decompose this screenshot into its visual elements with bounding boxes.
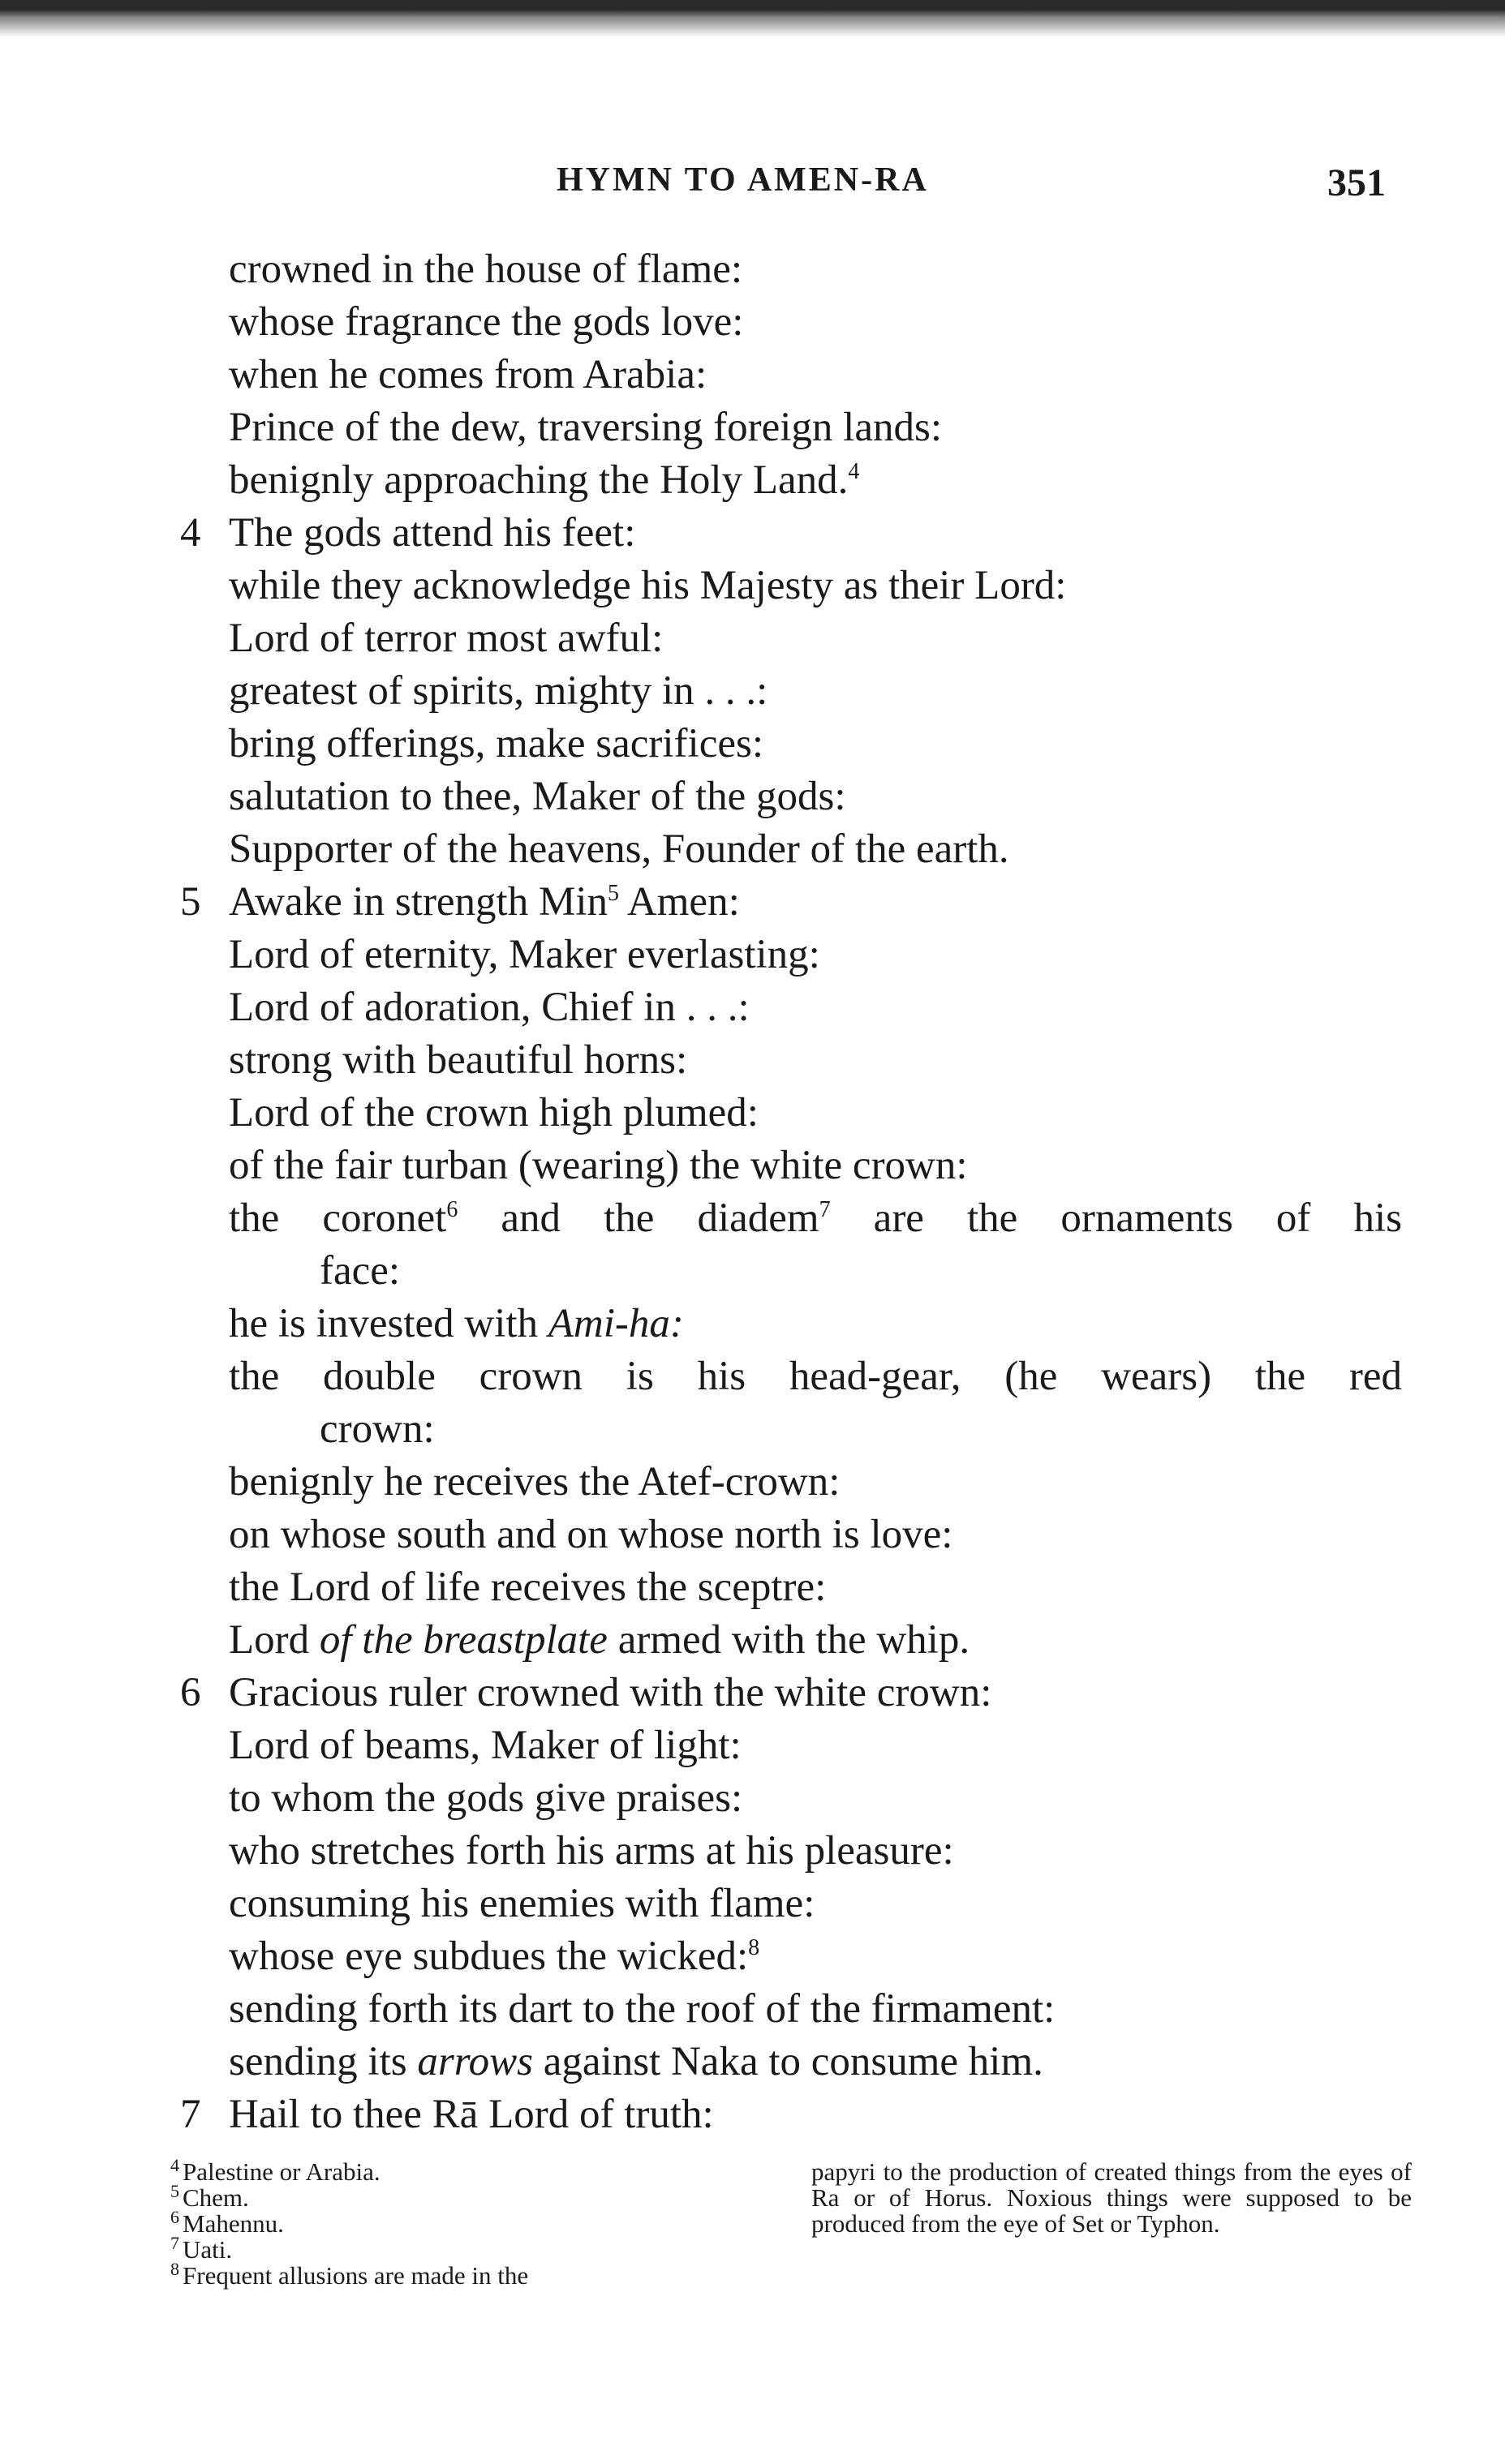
verse-number: 5	[180, 879, 201, 925]
verse-line-text	[229, 1719, 742, 1772]
footnote	[170, 2258, 787, 2290]
footnote-marker: 5	[170, 2180, 179, 2201]
line-text: Lord of terror most awful:	[229, 616, 664, 661]
footnotes-right-column: papyri to the production of created things from the eyes of Ra or of Horus. Noxious things were supposed to be produced from the eye of Set or Typhon.	[811, 2157, 1412, 2238]
verse-number: 6	[180, 1670, 201, 1715]
footnote-marker: 6	[170, 2206, 179, 2227]
verse-line-text	[229, 1561, 826, 1614]
verse-line	[0, 823, 1505, 876]
verse-line	[0, 1245, 1505, 1298]
verse-line-text	[229, 349, 707, 401]
verse-line	[0, 2036, 1505, 2088]
verse-line-text	[229, 296, 743, 349]
verse-line-text	[229, 981, 750, 1034]
line-text: the Lord of life receives the sceptre:	[229, 1565, 827, 1610]
verse-line	[0, 401, 1505, 454]
verse-line-text	[229, 823, 1009, 876]
verse-line	[0, 1034, 1505, 1087]
verse-line	[0, 507, 1505, 560]
footnote-marker: 4	[170, 2154, 179, 2175]
footnote-text: Palestine or Arabia.	[183, 2157, 381, 2186]
footnote-marker: 7	[170, 2232, 179, 2253]
verse-line-text	[229, 1772, 742, 1825]
verse-line	[0, 560, 1505, 612]
line-text: sending forth its dart to the roof of the firmament:	[229, 1986, 1056, 2032]
verse-line	[0, 1087, 1505, 1140]
line-text: greatest of spirits, mighty in . . .:	[229, 668, 768, 714]
line-text: Amen:	[619, 879, 740, 925]
line-text: who stretches forth his arms at his pleasure:	[229, 1828, 954, 1874]
verse-line	[0, 1667, 1505, 1719]
verse-number: 4	[180, 510, 201, 556]
verse-line	[0, 1561, 1505, 1614]
verse-line-text	[229, 560, 1066, 612]
verse-line	[0, 349, 1505, 401]
verse-line-text	[229, 243, 742, 296]
line-text: Hail to thee Rā Lord of truth:	[229, 2092, 714, 2137]
verse-line-text	[229, 1298, 684, 1350]
verse-line-text	[229, 876, 740, 929]
verse-line	[0, 1878, 1505, 1930]
verse-line-text	[320, 1403, 435, 1456]
line-text: salutation to thee, Maker of the gods:	[229, 774, 846, 819]
verse-line	[0, 296, 1505, 349]
verse-line-text	[229, 1614, 970, 1667]
line-text: the coronet	[229, 1196, 447, 1241]
line-text: crown:	[320, 1406, 435, 1452]
footnote	[170, 2154, 787, 2186]
verse-line	[0, 876, 1505, 929]
running-title: HYMN TO AMEN-RA	[557, 161, 929, 199]
verse-line	[0, 1192, 1505, 1245]
verse-line-text	[229, 1878, 815, 1930]
verse-line	[0, 1350, 1505, 1403]
verse-line-text	[229, 2036, 1043, 2088]
verse-line	[0, 243, 1505, 296]
line-text: on whose south and on whose north is love:	[229, 1512, 953, 1557]
verse-line-text	[229, 401, 942, 454]
footnotes-left-column	[170, 2154, 787, 2290]
verse-line	[0, 1614, 1505, 1667]
verse-line-text	[229, 1983, 1055, 2036]
footnote-reference: 8	[748, 1935, 760, 1960]
line-text: Supporter of the heavens, Founder of the earth.	[229, 826, 1009, 872]
verse-line	[0, 1298, 1505, 1350]
verse-line	[0, 718, 1505, 771]
line-text: Lord	[229, 1617, 320, 1663]
verse-line-text	[320, 1245, 400, 1298]
line-text: armed with the whip.	[607, 1617, 970, 1663]
verse-line-text	[229, 1087, 759, 1140]
line-text: consuming his enemies with flame:	[229, 1881, 815, 1926]
verse-line-text	[229, 929, 820, 981]
line-text: strong with beautiful horns:	[229, 1037, 688, 1083]
line-text: crowned in the house of flame:	[229, 247, 743, 292]
scan-top-edge	[0, 0, 1505, 37]
line-text: of the fair turban (wearing) the white crown:	[229, 1143, 968, 1188]
verse-line	[0, 665, 1505, 718]
line-text: the double crown is his head-gear, (he wears) the red	[229, 1354, 1402, 1399]
verse-line	[0, 1509, 1505, 1561]
line-text: whose eye subdues the wicked:	[229, 1934, 749, 1979]
verse-line-text	[229, 1667, 991, 1719]
verse-line	[0, 454, 1505, 507]
footnote-reference: 4	[848, 459, 860, 484]
verse-line	[0, 612, 1505, 665]
line-text: and the diadem	[458, 1196, 819, 1241]
verse-number: 7	[180, 2092, 201, 2137]
verse-line-text	[229, 1509, 952, 1561]
verse-line-text	[229, 1456, 840, 1509]
verse-line	[0, 929, 1505, 981]
italic-text: Ami-ha:	[548, 1301, 684, 1346]
verse-line	[0, 981, 1505, 1034]
line-text: bring offerings, make sacrifices:	[229, 721, 763, 766]
verse-line	[0, 1719, 1505, 1772]
footnote-text: Uati.	[183, 2235, 233, 2264]
italic-text: of the breastplate	[319, 1617, 608, 1663]
line-text: Prince of the dew, traversing foreign lands:	[229, 405, 943, 450]
verse-line	[0, 1772, 1505, 1825]
verse-line-text	[229, 771, 846, 823]
page-header	[0, 154, 1505, 211]
verse-line	[0, 1825, 1505, 1878]
footnote	[170, 2206, 787, 2238]
verse-line-text	[229, 665, 768, 718]
footnote-marker: 8	[170, 2258, 179, 2279]
footnote-text: Mahennu.	[183, 2209, 284, 2238]
line-text: Lord of the crown high plumed:	[229, 1090, 759, 1135]
verse-line	[0, 1403, 1505, 1456]
line-text: benignly approaching the Holy Land.	[229, 457, 849, 503]
hymn-text	[0, 243, 1505, 2141]
verse-line-text	[229, 1034, 687, 1087]
verse-line-text	[229, 1930, 759, 1983]
line-text: Gracious ruler crowned with the white crown:	[229, 1670, 992, 1715]
italic-text: arrows	[417, 2039, 534, 2084]
line-text: he is invested with	[229, 1301, 548, 1346]
footnote-reference: 7	[819, 1197, 831, 1222]
footnote	[170, 2232, 787, 2264]
verse-line-text	[229, 1350, 1402, 1403]
line-text: Lord of beams, Maker of light:	[229, 1723, 742, 1768]
line-text: while they acknowledge his Majesty as their Lord:	[229, 563, 1067, 608]
footnotes	[170, 2154, 1412, 2290]
verse-line	[0, 771, 1505, 823]
line-text: Lord of adoration, Chief in . . .:	[229, 985, 750, 1030]
line-text: are the ornaments of his	[830, 1196, 1402, 1241]
verse-line-text	[229, 1192, 1402, 1245]
verse-line	[0, 2088, 1505, 2141]
footnote-text: Chem.	[183, 2183, 249, 2212]
line-text: when he comes from Arabia:	[229, 352, 707, 397]
verse-line-text	[229, 507, 635, 560]
verse-line-text	[229, 718, 763, 771]
line-text: Lord of eternity, Maker everlasting:	[229, 932, 820, 977]
verse-line-text	[229, 454, 859, 507]
line-text: The gods attend his feet:	[229, 510, 636, 556]
line-text: against Naka to consume him.	[533, 2039, 1043, 2084]
line-text: Awake in strength Min	[229, 879, 608, 925]
footnote	[170, 2180, 787, 2212]
footnote-text: Frequent allusions are made in the	[183, 2261, 529, 2290]
line-text: sending its	[229, 2039, 418, 2084]
verse-line	[0, 1983, 1505, 2036]
line-text: benignly he receives the Atef-crown:	[229, 1459, 841, 1505]
line-text: face:	[320, 1248, 401, 1294]
verse-line-text	[229, 1140, 968, 1192]
verse-line-text	[229, 612, 663, 665]
footnote-reference: 5	[608, 881, 619, 906]
verse-line	[0, 1930, 1505, 1983]
footnote-reference: 6	[446, 1197, 458, 1222]
verse-line-text	[229, 2088, 714, 2141]
line-text: to whom the gods give praises:	[229, 1775, 743, 1821]
line-text: whose fragrance the gods love:	[229, 299, 744, 345]
verse-line	[0, 1140, 1505, 1192]
page-number: 351	[1327, 161, 1386, 204]
verse-line-text	[229, 1825, 954, 1878]
verse-line	[0, 1456, 1505, 1509]
